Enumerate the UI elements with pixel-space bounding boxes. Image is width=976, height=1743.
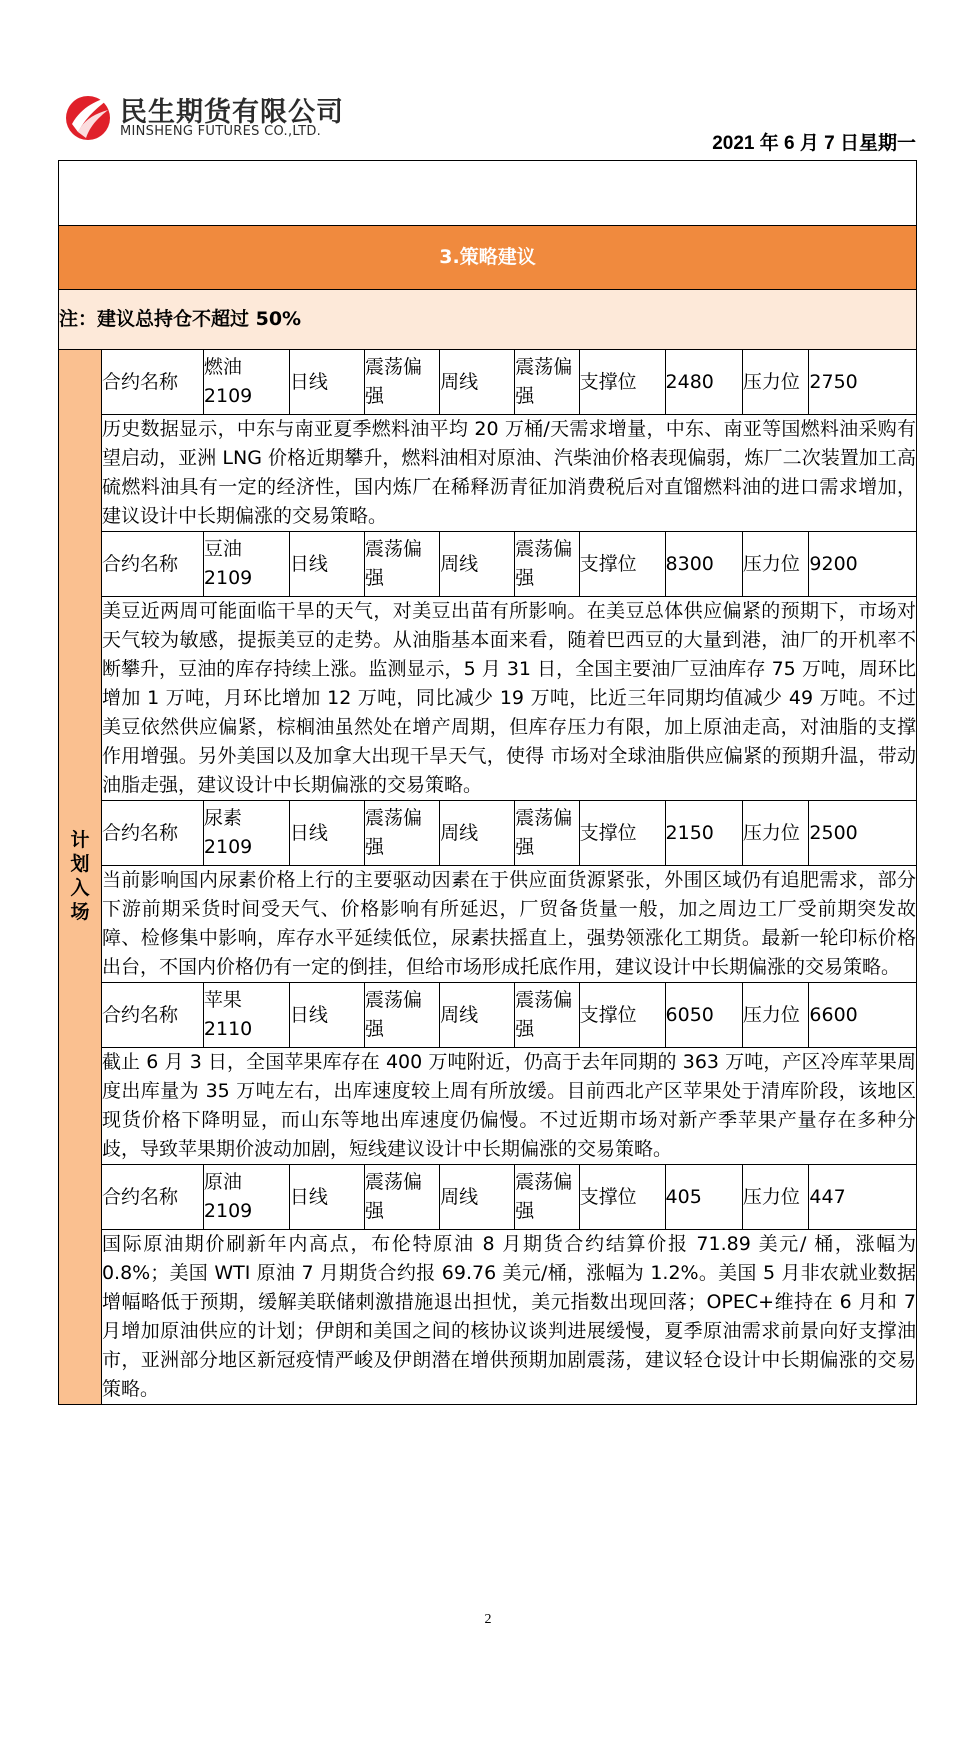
- note-row: [59, 290, 917, 350]
- weekly-label: 周线: [440, 532, 515, 597]
- page-number: 2: [484, 1612, 492, 1627]
- side-label: 计划入场: [70, 828, 90, 923]
- contract-header-row: [59, 350, 917, 415]
- contract-label: 合约名称: [101, 350, 203, 415]
- contract-label: 合约名称: [101, 801, 203, 866]
- weekly-trend: 震荡偏强: [515, 983, 579, 1048]
- contract-name: 豆油2109: [203, 532, 289, 597]
- resistance-label: 压力位: [742, 983, 809, 1048]
- resistance-label: 压力位: [742, 801, 809, 866]
- company-logo: [64, 88, 354, 150]
- contract-header-row: [59, 983, 917, 1048]
- section-title-row: [59, 226, 917, 290]
- contract-analysis-row: [59, 597, 917, 801]
- strategy-table-frame: [58, 160, 917, 1405]
- daily-label: 日线: [289, 350, 364, 415]
- company-name-cn: 民生期货有限公司: [120, 97, 344, 128]
- weekly-label: 周线: [440, 350, 515, 415]
- contract-header-row: [59, 1165, 917, 1230]
- contract-header-row: [59, 532, 917, 597]
- weekly-label: 周线: [440, 983, 515, 1048]
- contract-label: 合约名称: [101, 983, 203, 1048]
- daily-trend: 震荡偏强: [364, 1165, 439, 1230]
- weekly-trend: 震荡偏强: [515, 532, 579, 597]
- contract-analysis: 国际原油期价刷新年内高点，布伦特原油 8 月期货合约结算价报 71.89 美元/ 桶，涨幅为 0.8%；美国 WTI 原油 7 月期货合约报 69.76 美元/桶，涨幅为 1.2%。美国 5 月非农就业数据增幅略低于预期，缓解美联储刺激措施退出担忧，美元指数出现回落；OPEC+维持在 6 月和 7 月增加原油供应的计划；伊朗和美国之间的核协议谈判进展缓慢，夏季原油需求前景向好支撑油市，亚洲部分地区新冠疫情严峻及伊朗潜在增供预期加剧震荡，建议轻仓设计中长期偏涨的交易策略。: [101, 1230, 916, 1405]
- support-label: 支撑位: [579, 1165, 665, 1230]
- resistance-label: 压力位: [742, 532, 809, 597]
- contract-analysis-row: [59, 1048, 917, 1165]
- resistance-value: 2750: [809, 350, 917, 415]
- daily-trend: 震荡偏强: [364, 983, 439, 1048]
- resistance-label: 压力位: [742, 1165, 809, 1230]
- contract-label: 合约名称: [101, 532, 203, 597]
- daily-label: 日线: [289, 532, 364, 597]
- support-value: 6050: [665, 983, 742, 1048]
- daily-trend: 震荡偏强: [364, 532, 439, 597]
- daily-label: 日线: [289, 801, 364, 866]
- daily-trend: 震荡偏强: [364, 801, 439, 866]
- contract-analysis: 美豆近两周可能面临干旱的天气，对美豆出苗有所影响。在美豆总体供应偏紧的预期下，市场对天气较为敏感，提振美豆的走势。从油脂基本面来看，随着巴西豆的大量到港，油厂的开机率不断攀升，豆油的库存持续上涨。监测显示，5 月 31 日，全国主要油厂豆油库存 75 万吨，周环比增加 1 万吨，月环比增加 12 万吨，同比减少 19 万吨，比近三年同期均值减少 49 万吨。不过美豆依然供应偏紧，棕榈油虽然处在增产周期，但库存压力有限，加上原油走高，对油脂的支撑作用增强。另外美国以及加拿大出现干旱天气，使得 市场对全球油脂供应偏紧的预期升温，带动油脂走强，建议设计中长期偏涨的交易策略。: [101, 597, 916, 801]
- daily-label: 日线: [289, 983, 364, 1048]
- contract-analysis: 历史数据显示，中东与南亚夏季燃料油平均 20 万桶/天需求增量，中东、南亚等国燃料油采购有望启动，亚洲 LNG 价格近期攀升，燃料油相对原油、汽柴油价格表现偏弱，炼厂二次装置加工高硫燃料油具有一定的经济性，国内炼厂在稀释沥青征加消费税后对直馏燃料油的进口需求增加，建议设计中长期偏涨的交易策略。: [101, 415, 916, 532]
- contract-name: 苹果2110: [203, 983, 289, 1048]
- daily-label: 日线: [289, 1165, 364, 1230]
- contract-analysis-row: [59, 1230, 917, 1405]
- resistance-value: 6600: [809, 983, 917, 1048]
- weekly-trend: 震荡偏强: [515, 1165, 579, 1230]
- support-value: 2480: [665, 350, 742, 415]
- minsheng-logo-icon: [64, 88, 114, 144]
- weekly-label: 周线: [440, 801, 515, 866]
- blank-row: [59, 161, 917, 226]
- resistance-value: 447: [809, 1165, 917, 1230]
- support-value: 405: [665, 1165, 742, 1230]
- support-label: 支撑位: [579, 983, 665, 1048]
- side-label-cell: [59, 350, 102, 1405]
- report-date: 2021 年 6 月 7 日星期一: [712, 133, 916, 154]
- weekly-label: 周线: [440, 1165, 515, 1230]
- strategy-table: [58, 160, 917, 1405]
- support-label: 支撑位: [579, 532, 665, 597]
- position-note: 注：建议总持仓不超过 50%: [59, 290, 917, 350]
- contract-analysis-row: [59, 866, 917, 983]
- daily-trend: 震荡偏强: [364, 350, 439, 415]
- resistance-value: 9200: [809, 532, 917, 597]
- resistance-value: 2500: [809, 801, 917, 866]
- contract-name: 燃油2109: [203, 350, 289, 415]
- weekly-trend: 震荡偏强: [515, 350, 579, 415]
- section-title: 3.策略建议: [59, 226, 917, 290]
- resistance-label: 压力位: [742, 350, 809, 415]
- company-name-en: MINSHENG FUTURES CO.,LTD.: [120, 124, 322, 139]
- contract-label: 合约名称: [101, 1165, 203, 1230]
- support-label: 支撑位: [579, 801, 665, 866]
- contract-name: 原油2109: [203, 1165, 289, 1230]
- contract-analysis: 当前影响国内尿素价格上行的主要驱动因素在于供应面货源紧张，外围区域仍有追肥需求，部分下游前期采货时间受天气、价格影响有所延迟，厂贸备货量一般，加之周边工厂受前期突发故障、检修集中影响，库存水平延续低位，尿素扶摇直上，强势领涨化工期货。最新一轮印标价格出台，不国内价格仍有一定的倒挂，但给市场形成托底作用，建议设计中长期偏涨的交易策略。: [101, 866, 916, 983]
- support-value: 2150: [665, 801, 742, 866]
- contract-header-row: [59, 801, 917, 866]
- contract-name: 尿素2109: [203, 801, 289, 866]
- contract-analysis-row: [59, 415, 917, 532]
- weekly-trend: 震荡偏强: [515, 801, 579, 866]
- contract-analysis: 截止 6 月 3 日，全国苹果库存在 400 万吨附近，仍高于去年同期的 363 万吨，产区冷库苹果周度出库量为 35 万吨左右，出库速度较上周有所放缓。目前西北产区苹果处于清库阶段，该地区现货价格下降明显，而山东等地出库速度仍偏慢。不过近期市场对新产季苹果产量存在多种分歧，导致苹果期价波动加剧，短线建议设计中长期偏涨的交易策略。: [101, 1048, 916, 1165]
- support-label: 支撑位: [579, 350, 665, 415]
- support-value: 8300: [665, 532, 742, 597]
